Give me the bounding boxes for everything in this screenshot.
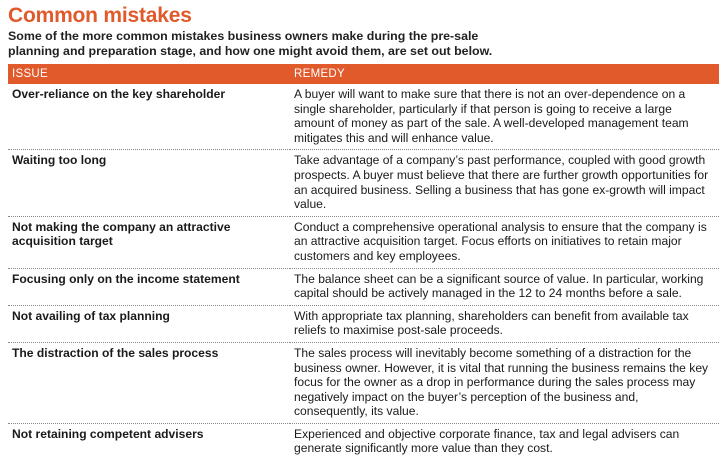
- issue-cell: Not making the company an attractive acquisition target: [8, 216, 290, 268]
- remedy-cell: The balance sheet can be a significant source of value. In particular, working capital should be actively managed in the 12 to 24 months before a sale.: [290, 268, 719, 305]
- remedy-cell: With appropriate tax planning, shareholders can benefit from available tax reliefs to maximise post-sale proceeds.: [290, 305, 719, 342]
- page-title: Common mistakes: [8, 4, 192, 27]
- table-row: [8, 305, 719, 342]
- table-body: [8, 84, 719, 460]
- issue-cell: Over-reliance on the key shareholder: [8, 84, 290, 150]
- remedy-cell: Experienced and objective corporate finance, tax and legal advisers can generate significantly more value than they cost.: [294, 426, 680, 456]
- table-row: [8, 268, 719, 305]
- issue-cell: Not retaining competent advisers: [12, 426, 204, 441]
- mistakes-table: [8, 64, 719, 460]
- header-issue: ISSUE: [8, 64, 290, 84]
- table-header: [8, 64, 719, 84]
- issue-cell: Focusing only on the income statement: [8, 268, 290, 305]
- article: [8, 4, 719, 460]
- remedy-cell: Take advantage of a company’s past performance, coupled with good growth prospects. A buyer must believe that there are further growth opportunities for an acquired business. Selling a business that has gone ex-growth will impact value.: [290, 150, 719, 216]
- issue-cell: Waiting too long: [8, 150, 290, 216]
- table-row: [8, 423, 719, 460]
- table-row: [8, 342, 719, 423]
- remedy-cell: Conduct a comprehensive operational analysis to ensure that the company is an attractive acquisition target. Focus efforts on initiatives to retain major customers and key employees.: [290, 216, 719, 268]
- header-row: [8, 64, 719, 84]
- table-row: [8, 150, 719, 216]
- issue-cell: The distraction of the sales process: [8, 342, 290, 423]
- intro-text: Some of the more common mistakes business owners make during the pre-sale planning and preparation stage, and how one might avoid them, are set out below.: [8, 29, 493, 58]
- remedy-cell: A buyer will want to make sure that there is not an over-dependence on a single shareholder, particularly if that person is going to receive a large amount of money as part of the sale. A well-developed management team mitigates this and will enhance value.: [290, 84, 719, 150]
- issue-cell: Not availing of tax planning: [8, 305, 290, 342]
- header-remedy: REMEDY: [290, 64, 719, 84]
- remedy-cell: The sales process will inevitably become something of a distraction for the business owner. However, it is vital that running the business remains the key focus for the owner as a drop in performance during the sales process may negatively impact on the buyer’s perception of the business and, consequently, its value.: [290, 342, 719, 423]
- table-row: [8, 216, 719, 268]
- table-row: [8, 84, 719, 150]
